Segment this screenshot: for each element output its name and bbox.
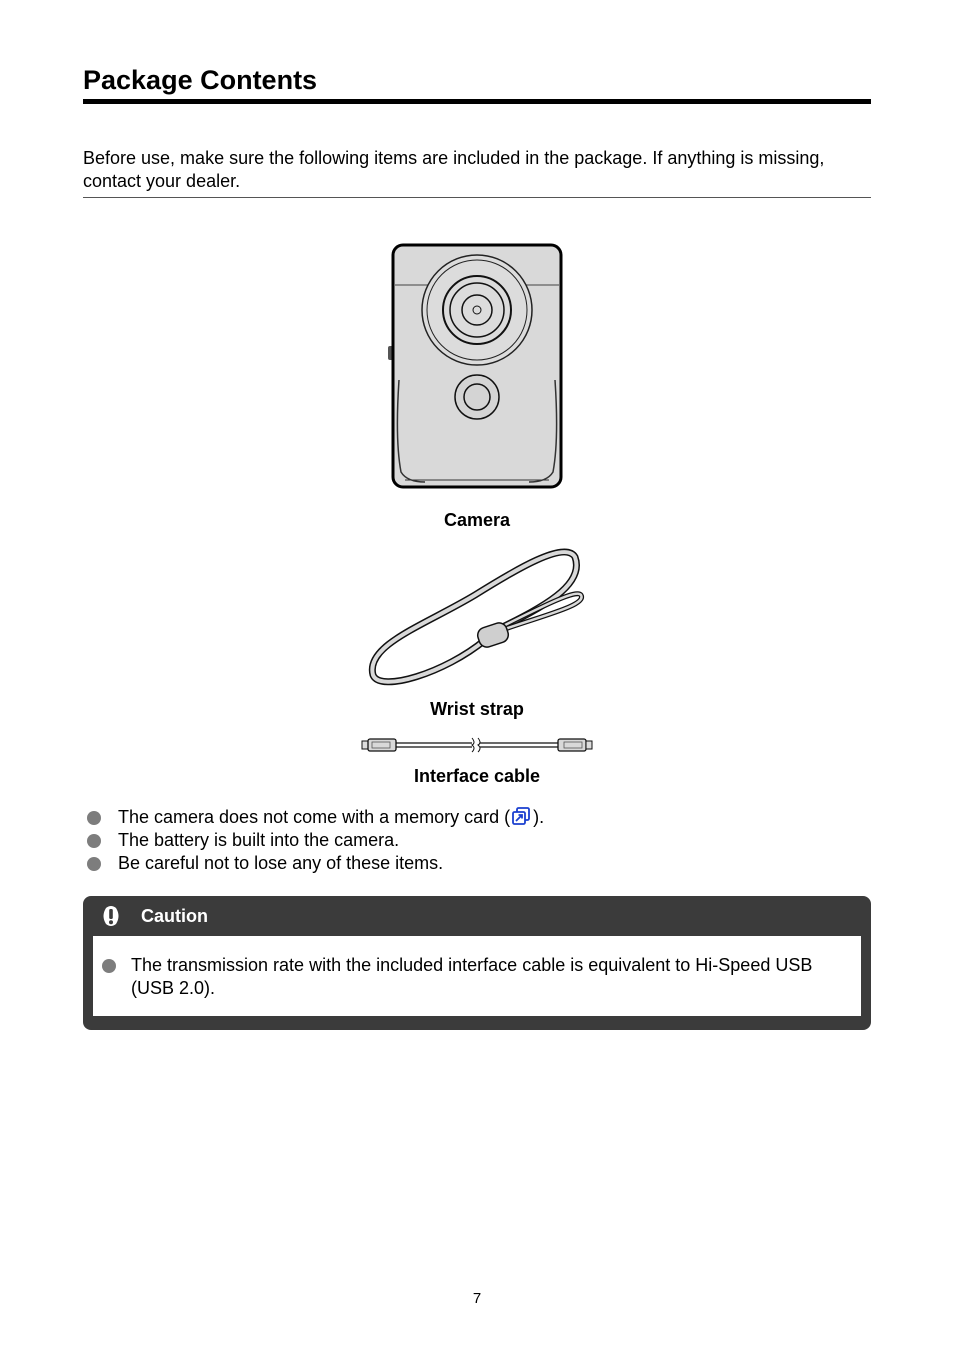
- list-item: [83, 806, 871, 829]
- notes-list: [83, 806, 871, 875]
- camera-illustration: [385, 240, 570, 492]
- caution-text: The transmission rate with the included interface cable is equivalent to Hi-Speed USB (USB 2.0).: [131, 955, 813, 998]
- caution-box: [83, 896, 871, 1030]
- caution-title: Caution: [141, 906, 208, 926]
- camera-caption: Camera: [443, 510, 511, 530]
- bullet-icon: [87, 857, 101, 871]
- note-text: The camera does not come with a memory card (: [118, 807, 511, 827]
- page-title: Package Contents: [83, 65, 318, 95]
- wrist-strap-caption: Wrist strap: [430, 699, 524, 719]
- caution-header: [83, 896, 871, 936]
- list-item: [83, 829, 871, 852]
- caution-exclamation-icon: [99, 904, 123, 928]
- wrist-strap-illustration: [365, 545, 590, 693]
- page-number: 7: [472, 1290, 482, 1307]
- intro-divider: [83, 197, 871, 198]
- page-reference-icon[interactable]: [511, 806, 531, 826]
- note-text-end: ).: [533, 807, 545, 827]
- list-item: [83, 852, 871, 875]
- note-text: Be careful not to lose any of these items.: [118, 853, 444, 873]
- intro-paragraph: Before use, make sure the following items are included in the package. If anything is missing, contact your dealer.: [83, 148, 825, 191]
- interface-cable-illustration: [360, 735, 595, 755]
- bullet-icon: [102, 959, 116, 973]
- bullet-icon: [87, 834, 101, 848]
- interface-cable-caption: Interface cable: [413, 766, 541, 786]
- title-rule: [83, 99, 871, 104]
- note-text: The battery is built into the camera.: [118, 830, 400, 850]
- caution-body: [93, 936, 861, 1016]
- bullet-icon: [87, 811, 101, 825]
